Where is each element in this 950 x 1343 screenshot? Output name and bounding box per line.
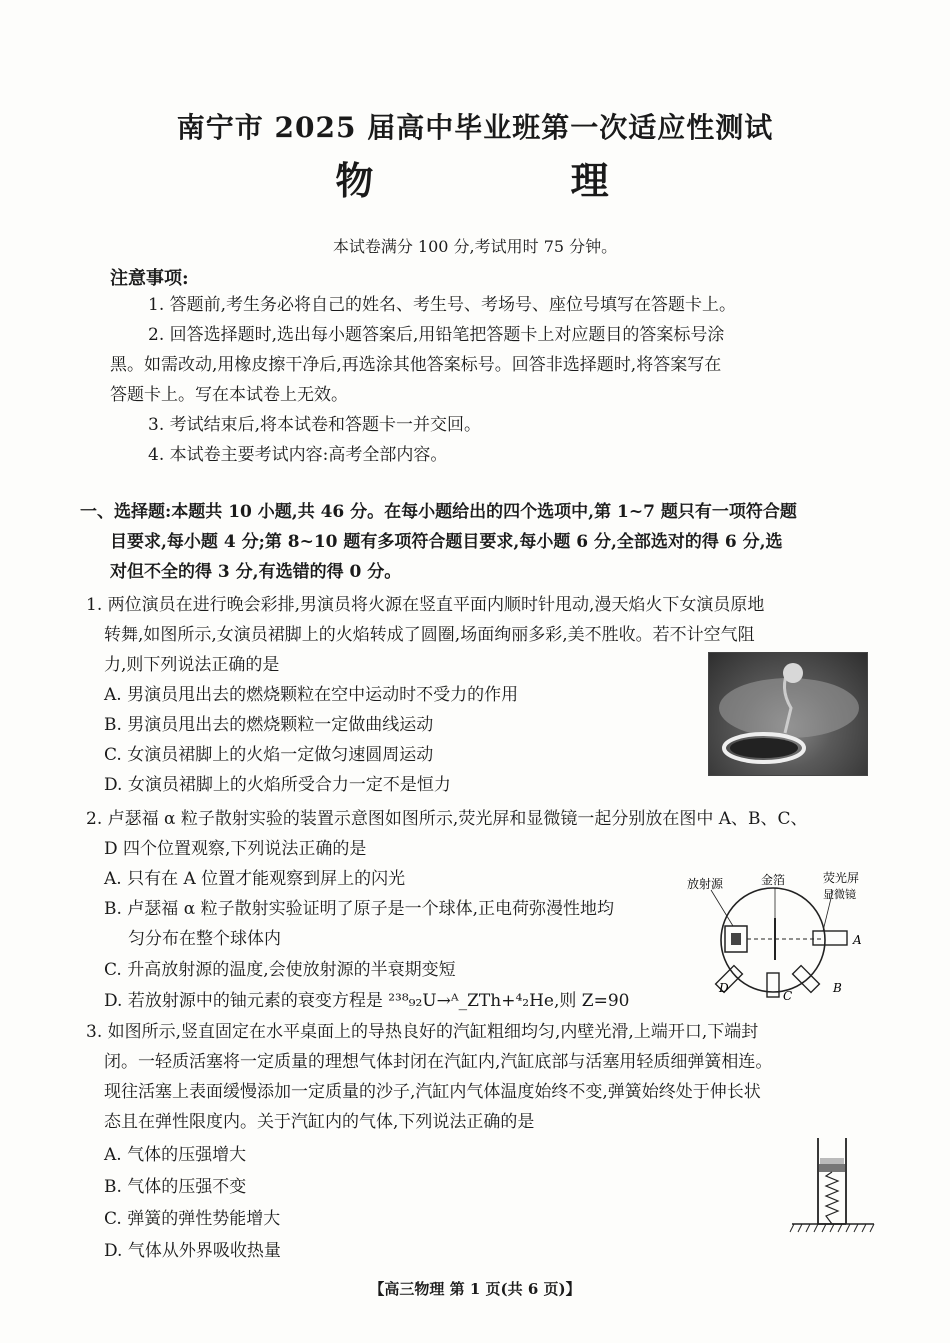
q2-option-d: D. 若放射源中的铀元素的衰变方程是 ²³⁸₉₂U→ᴬ_ZTh+⁴₂He,则 Z=90: [104, 991, 630, 1011]
q3-stem: 闭。一轻质活塞将一定质量的理想气体封闭在汽缸内,汽缸底部与活塞用轻质细弹簧相连。: [104, 1052, 773, 1072]
spring: [826, 1172, 838, 1224]
label-microscope: 显微镜: [823, 888, 856, 901]
label-screen: 荧光屏: [823, 871, 860, 885]
page-footer: 【高三物理 第 1 页(共 6 页)】: [369, 1280, 581, 1298]
note-line: 4. 本试卷主要考试内容:高考全部内容。: [148, 445, 448, 465]
section-heading: 目要求,每小题 4 分;第 8~10 题有多项符合题目要求,每小题 6 分,全部选对的得 6 分,选: [110, 532, 783, 552]
microscope-a: [813, 931, 847, 945]
note-line: 答题卡上。写在本试卷上无效。: [110, 385, 348, 405]
note-line: 黑。如需改动,用橡皮擦干净后,再选涂其他答案标号。回答非选择题时,将答案写在: [110, 355, 722, 375]
q2-option-c: C. 升高放射源的温度,会使放射源的半衰期变短: [104, 960, 456, 980]
q1-option-b: B. 男演员甩出去的燃烧颗粒一定做曲线运动: [104, 715, 434, 735]
q2-option-b: B. 卢瑟福 α 粒子散射实验证明了原子是一个球体,正电荷弥漫性地均: [104, 899, 614, 919]
notes-heading: 注意事项:: [110, 268, 189, 289]
q3-option-a: A. 气体的压强增大: [104, 1145, 247, 1165]
subject-title: 物 理: [335, 158, 671, 203]
q1-stem: 力,则下列说法正确的是: [104, 655, 280, 675]
q2-stem: 2. 卢瑟福 α 粒子散射实验的装置示意图如图所示,荧光屏和显微镜一起分别放在图中 A、B、C、: [86, 809, 808, 829]
rutherford-apparatus-diagram: [683, 868, 873, 1008]
section-heading: 对但不全的得 3 分,有选错的得 0 分。: [110, 562, 402, 582]
q1-stem: 转舞,如图所示,女演员裙脚上的火焰转成了圆圈,场面绚丽多彩,美不胜收。若不计空气阻: [104, 625, 755, 645]
label-source: 放射源: [687, 877, 724, 891]
note-line: 2. 回答选择题时,选出每小题答案后,用铅笔把答题卡上对应题目的答案标号涂: [148, 325, 725, 345]
label-d: D: [719, 981, 729, 995]
cylinder-spring-diagram: [788, 1138, 878, 1243]
q1-option-c: C. 女演员裙脚上的火焰一定做匀速圆周运动: [104, 745, 434, 765]
q3-stem: 现往活塞上表面缓慢添加一定质量的沙子,汽缸内气体温度始终不变,弹簧始终处于伸长状: [104, 1082, 761, 1102]
label-b: B: [833, 981, 842, 995]
sand: [820, 1158, 844, 1164]
label-a: A: [853, 933, 862, 947]
label-c: C: [783, 989, 793, 1003]
q3-stem: 态且在弹性限度内。关于汽缸内的气体,下列说法正确的是: [104, 1112, 535, 1132]
microscope-c: [767, 973, 779, 997]
q3-option-c: C. 弹簧的弹性势能增大: [104, 1209, 281, 1229]
q3-option-b: B. 气体的压强不变: [104, 1177, 247, 1197]
section-heading: 一、选择题:本题共 10 小题,共 46 分。在每小题给出的四个选项中,第 1~7 题只有一项符合题: [80, 502, 797, 522]
q3-stem: 3. 如图所示,竖直固定在水平桌面上的导热良好的汽缸粗细均匀,内壁光滑,上端开口,下端封: [86, 1022, 759, 1042]
q2-stem: D 四个位置观察,下列说法正确的是: [104, 839, 367, 859]
q2-option-a: A. 只有在 A 位置才能观察到屏上的闪光: [104, 869, 406, 889]
fire-dance-image: [709, 653, 867, 775]
q1-stem: 1. 两位演员在进行晚会彩排,男演员将火源在竖直平面内顺时针甩动,漫天焰火下女演员原地: [86, 595, 765, 615]
q1-option-d: D. 女演员裙脚上的火焰所受合力一定不是恒力: [104, 775, 451, 795]
q1-option-a: A. 男演员甩出去的燃烧颗粒在空中运动时不受力的作用: [104, 685, 519, 705]
exam-meta: 本试卷满分 100 分,考试用时 75 分钟。: [332, 237, 618, 256]
piston: [819, 1164, 845, 1172]
exam-title: 南宁市 2025 届高中毕业班第一次适应性测试: [176, 111, 774, 144]
q2-option-b-cont: 匀分布在整个球体内: [128, 929, 281, 949]
note-line: 1. 答题前,考生务必将自己的姓名、考生号、考场号、座位号填写在答题卡上。: [148, 295, 737, 315]
q3-option-d: D. 气体从外界吸收热量: [104, 1241, 281, 1261]
q1-photo: [708, 652, 868, 776]
note-line: 3. 考试结束后,将本试卷和答题卡一并交回。: [148, 415, 482, 435]
label-foil: 金箔: [761, 873, 786, 887]
